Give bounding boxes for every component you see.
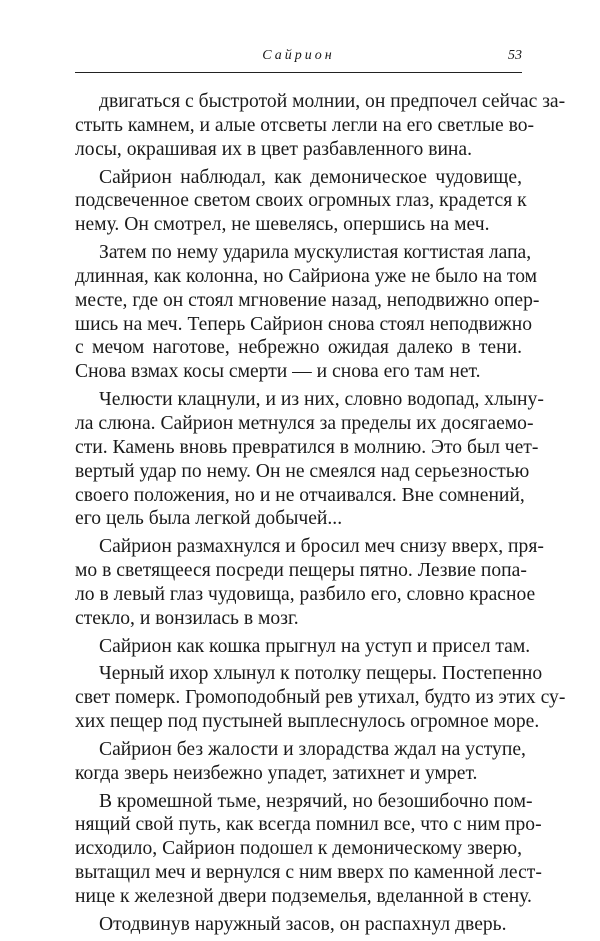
paragraph xyxy=(75,635,531,659)
text-line: подсвеченное светом своих огромных глаз, крадется к xyxy=(75,190,527,212)
paragraph xyxy=(75,790,542,909)
text-line: нящий свой путь, как всегда помнил все, что с ним про- xyxy=(75,814,542,836)
text-line: Челюсти клацнули, и из них, словно водопад, хлыну- xyxy=(99,389,544,411)
text-line: свет померк. Громоподобный рев утихал, будто из этих су- xyxy=(75,687,566,709)
text-line: В кромешной тьме, незрячий, но безошибочно пом- xyxy=(99,790,533,812)
page-number: 53 xyxy=(508,48,522,63)
text-line: вытащил меч и вернулся с ним вверх по каменной лест- xyxy=(75,862,542,884)
text-line: исходило, Сайрион подошел к демоническому зверю, xyxy=(75,838,522,860)
paragraph xyxy=(75,388,544,531)
paragraph xyxy=(75,90,566,162)
text-line: Отодвинув наружный засов, он распахнул дверь. xyxy=(99,913,507,935)
text-line: Сайрион без жалости и злорадства ждал на уступе, xyxy=(99,738,526,760)
body-text xyxy=(75,90,566,941)
text-line: лосы, окрашивая их в цвет разбавленного вина. xyxy=(75,138,473,160)
text-line: Сайрион размахнулся и бросил меч снизу вверх, пря- xyxy=(99,536,544,558)
text-line: Черный ихор хлынул к потолку пещеры. Постепенно xyxy=(99,663,543,685)
paragraph xyxy=(75,241,540,384)
text-line: двигаться с быстротой молнии, он предпочел сейчас за- xyxy=(99,91,566,112)
running-head xyxy=(75,44,522,73)
text-line: Снова взмах косы смерти — и снова его там нет. xyxy=(75,361,481,383)
running-title: Сайрион xyxy=(262,48,335,63)
text-line: шись на меч. Теперь Сайрион снова стоял неподвижно xyxy=(75,313,532,335)
text-line: его цель была легкой добычей... xyxy=(75,508,343,530)
paragraph xyxy=(75,535,544,630)
text-line: ла слюна. Сайрион метнулся за пределы их досягаемо- xyxy=(75,412,534,434)
paragraph xyxy=(75,738,526,786)
text-line: Затем по нему ударила мускулистая когтистая лапа, xyxy=(99,242,532,264)
text-line: нему. Он смотрел, не шевелясь, опершись на меч. xyxy=(75,214,490,236)
paragraph xyxy=(75,166,527,238)
text-line: ло в левый глаз чудовища, разбило его, словно красное xyxy=(75,583,536,605)
text-line: своего положения, но и не отчаивался. Вне сомнений, xyxy=(75,484,525,506)
text-line: Сайрион наблюдал, как демоническое чудовище, xyxy=(99,166,522,188)
text-line: с мечом наготове, небрежно ожидая далеко в тени. xyxy=(75,337,522,359)
text-line: стекло, и вонзилась в мозг. xyxy=(75,607,299,629)
text-line: сти. Камень вновь превратился в молнию. Это был чет- xyxy=(75,436,539,458)
paragraph xyxy=(75,662,566,734)
paragraph xyxy=(75,913,522,937)
text-line: вертый удар по нему. Он не смеялся над серьезностью xyxy=(75,460,530,482)
text-line: мо в светящееся посреди пещеры пятно. Лезвие попа- xyxy=(75,560,527,582)
text-line: нице к железной двери подземелья, вделанной в стену. xyxy=(75,886,532,907)
text-line: стыть камнем, и алые отсветы легли на его светлые во- xyxy=(75,114,535,136)
text-line: месте, где он стоял мгновение назад, неподвижно опер- xyxy=(75,289,540,311)
text-line: Сайрион как кошка прыгнул на уступ и присел там. xyxy=(99,635,531,657)
text-line: когда зверь неизбежно упадет, затихнет и умрет. xyxy=(75,762,478,784)
text-line: хих пещер под пустыней выплеснулось огромное море. xyxy=(75,711,540,733)
text-line: длинная, как колонна, но Сайриона уже не было на том xyxy=(75,265,538,287)
